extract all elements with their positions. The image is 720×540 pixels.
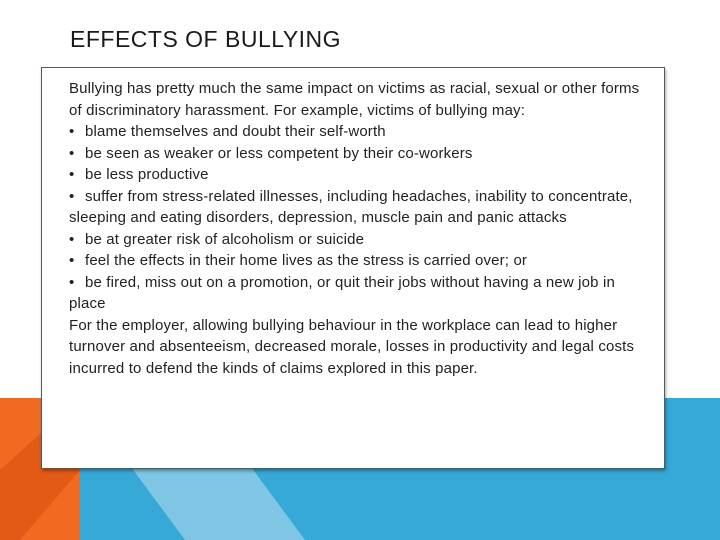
bullet-item: • be less productive (69, 164, 650, 186)
bullet-item: • be fired, miss out on a promotion, or quit their jobs without having a new job in place (69, 273, 615, 312)
bullet-item: • be at greater risk of alcoholism or suicide (69, 229, 650, 251)
bullet-icon: • (69, 230, 75, 248)
bullet-icon: • (69, 252, 75, 269)
bullet-icon: • (69, 166, 75, 183)
bullet-icon: • (69, 144, 75, 162)
conclusion-paragraph: For the employer, allowing bullying behaviour in the workplace can lead to higher turnover and absenteeism, decreased morale, losses in productivity and legal costs incurred to defend the kinds of claims explored in this paper. (69, 316, 635, 377)
bullet-icon: • (69, 273, 75, 291)
bullet-item: • be seen as weaker or less competent by their co-workers (69, 143, 650, 165)
content-box (41, 67, 665, 469)
intro-paragraph: Bullying has pretty much the same impact on victims as racial, sexual or other forms of discriminatory harassment. For example, victims of bullying may: (69, 80, 640, 119)
bullet-item: • suffer from stress-related illnesses, including headaches, inability to concentrate, sleeping and eating disorders, depression, muscle pain and panic attacks (69, 187, 633, 226)
bullet-icon: • (69, 187, 75, 205)
bullet-item: • blame themselves and doubt their self-worth (69, 121, 650, 143)
bullet-item: • feel the effects in their home lives as the stress is carried over; or (69, 250, 650, 272)
slide-title: EFFECTS OF BULLYING (70, 26, 342, 52)
bullet-icon: • (69, 123, 75, 140)
